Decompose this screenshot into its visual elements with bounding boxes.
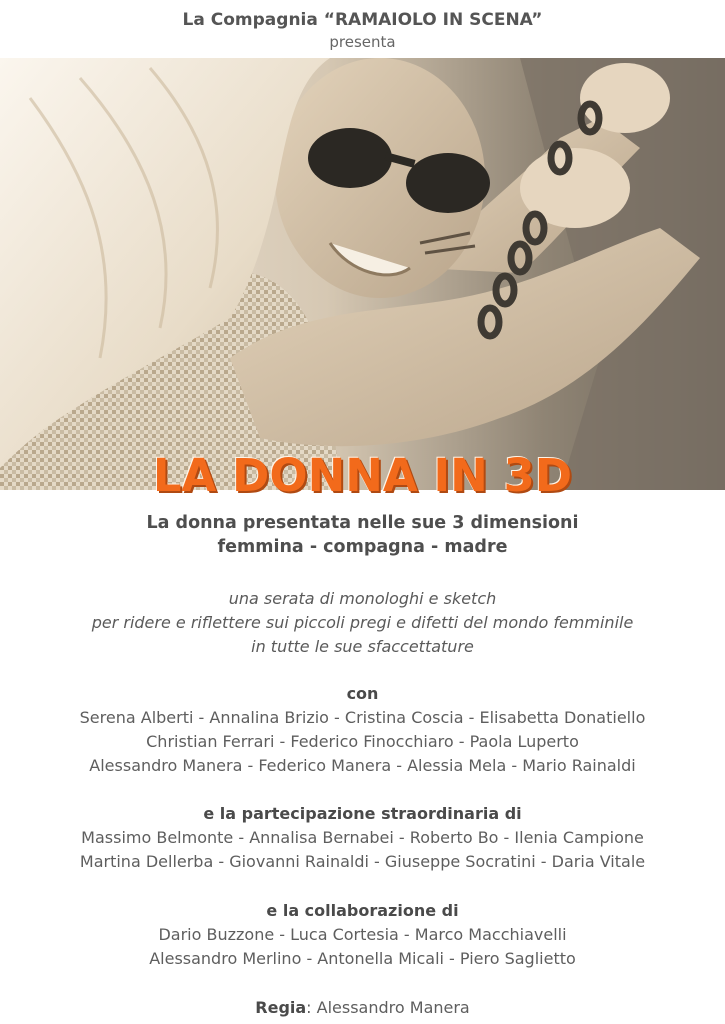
subtitle-line: La donna presentata nelle sue 3 dimensioni	[146, 513, 579, 533]
company-name: La Compagnia “RAMAIOLO IN SCENA”	[182, 10, 543, 30]
special-guests-section	[0, 802, 725, 874]
subtitle	[0, 511, 725, 559]
tagline-line: una serata di monologhi e sketch	[228, 589, 497, 608]
collaboration-section	[0, 899, 725, 971]
subtitle-line: femmina - compagna - madre	[217, 537, 508, 557]
direction-credit	[0, 996, 725, 1020]
collaboration-heading: e la collaborazione di	[266, 901, 459, 920]
tagline-line: in tutte le sue sfaccettature	[251, 637, 474, 656]
show-title: LA DONNA IN 3D	[152, 449, 573, 502]
tagline-line: per ridere e riflettere sui piccoli pregi e difetti del mondo femminile	[91, 613, 634, 632]
director-name: : Alessandro Manera	[306, 998, 470, 1017]
cast-line: Christian Ferrari - Federico Finocchiaro - Paola Luperto	[146, 732, 579, 751]
collaboration-line: Alessandro Merlino - Antonella Micali - Piero Saglietto	[149, 949, 576, 968]
header	[0, 6, 725, 50]
special-guests-heading: e la partecipazione straordinaria di	[203, 804, 522, 823]
cast-heading: con	[346, 684, 379, 703]
direction-label: Regia	[255, 998, 307, 1017]
tagline	[0, 587, 725, 659]
collaboration-line: Dario Buzzone - Luca Cortesia - Marco Macchiavelli	[158, 925, 567, 944]
special-guests-line: Massimo Belmonte - Annalisa Bernabei - Roberto Bo - Ilenia Campione	[81, 828, 644, 847]
cast-section	[0, 682, 725, 778]
presenta-label: presenta	[329, 33, 396, 51]
poster-photo	[0, 58, 725, 490]
cast-line: Serena Alberti - Annalina Brizio - Cristina Coscia - Elisabetta Donatiello	[79, 708, 646, 727]
special-guests-line: Martina Dellerba - Giovanni Rainaldi - Giuseppe Socratini - Daria Vitale	[79, 852, 646, 871]
cast-line: Alessandro Manera - Federico Manera - Alessia Mela - Mario Rainaldi	[89, 756, 636, 775]
